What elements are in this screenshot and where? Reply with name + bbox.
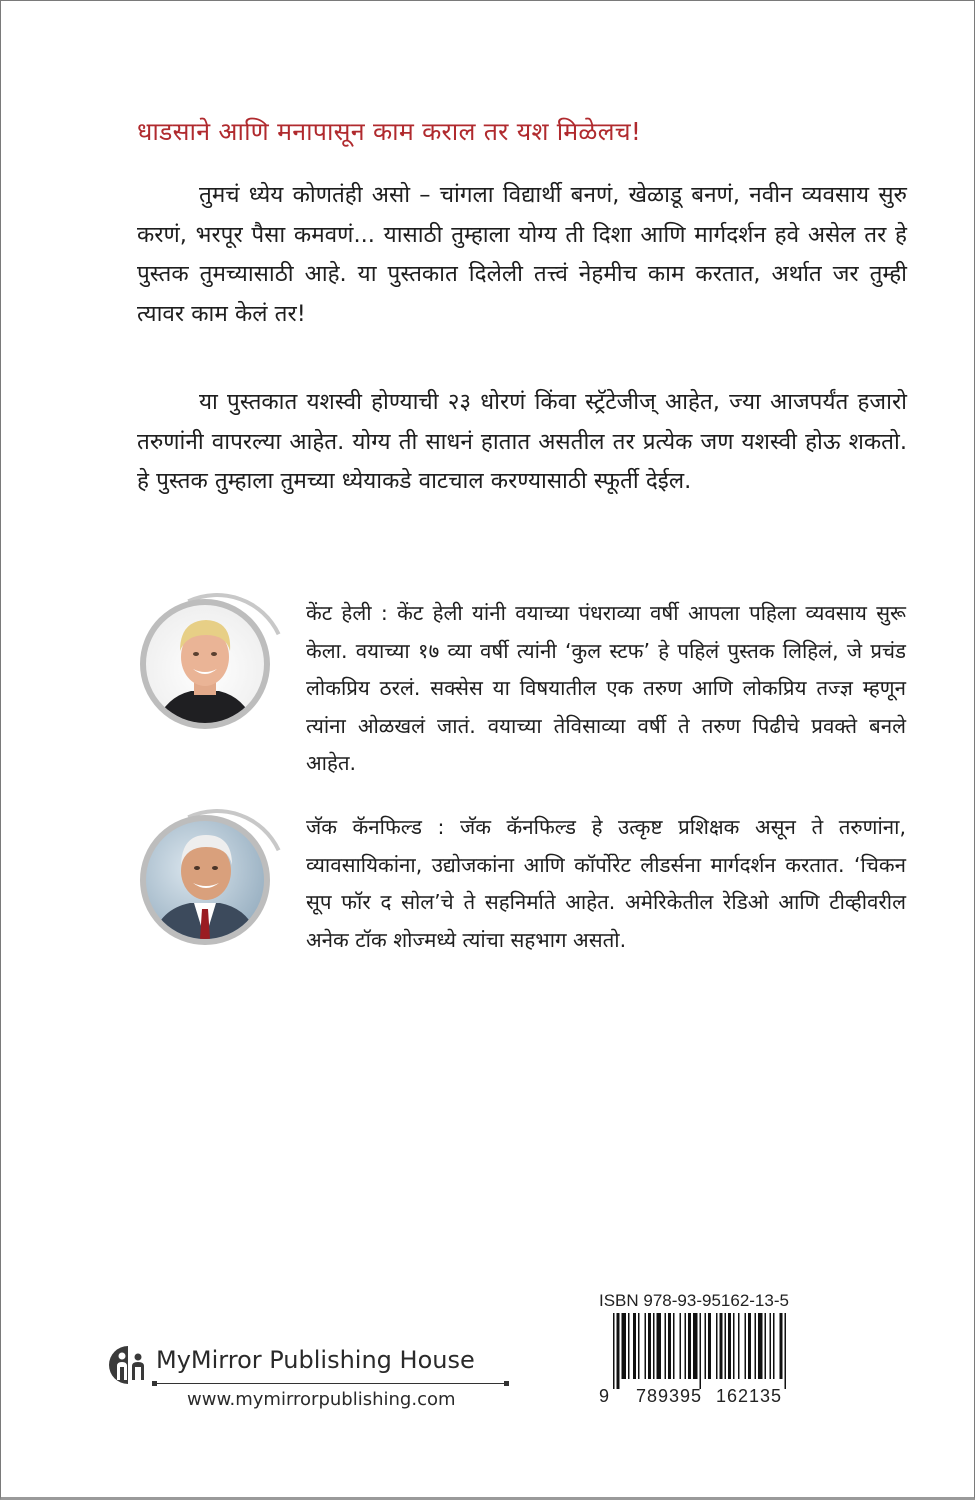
publisher-logo-icon <box>108 1344 148 1386</box>
barcode-bar <box>755 1313 757 1379</box>
barcode-bar <box>745 1313 747 1379</box>
publisher-url: www.mymirrorpublishing.com <box>187 1389 456 1410</box>
publisher-divider <box>154 1383 506 1384</box>
author-bio-jack-canfield <box>306 809 906 959</box>
barcode-digits-left: 789395 <box>636 1386 703 1406</box>
barcode-bar <box>765 1313 767 1379</box>
barcode-bar <box>685 1313 687 1379</box>
isbn-label: ISBN 978-93-95162-13-5 <box>599 1291 789 1310</box>
author-bio-kent-healy <box>306 595 906 783</box>
barcode-digit-first: 9 <box>599 1386 610 1406</box>
barcode-bar <box>725 1313 727 1379</box>
barcode-bar <box>738 1313 740 1379</box>
divider-endpoint <box>504 1381 509 1386</box>
barcode-bar <box>728 1313 731 1379</box>
barcode-bar <box>780 1313 783 1379</box>
barcode-bar <box>645 1313 647 1379</box>
publisher-name: MyMirror Publishing House <box>156 1346 475 1374</box>
barcode-bar <box>613 1313 615 1389</box>
blurb-paragraph-2-text: या पुस्तकात यशस्वी होण्याची २३ धोरणं किंवा स्ट्रॅटेजीज् आहेत, ज्या आजपर्यंत हजारो तरुणांनी वापरल्या आहेत. योग्य ती साधनं हातात असतील तर प्रत्येक जण यशस्वी होऊ शकतो. हे पुस्तक तुम्हाला तुमच्या ध्येयाकडे वाटचाल करण्यासाठी स्फूर्ती देईल. <box>137 389 907 494</box>
barcode-bar <box>653 1313 655 1379</box>
barcode-bar <box>700 1313 702 1389</box>
blurb-paragraph-2 <box>137 383 907 502</box>
barcode-bar <box>673 1313 675 1379</box>
divider-endpoint <box>152 1381 157 1386</box>
barcode-bar <box>638 1313 640 1379</box>
author-photo-jack-canfield <box>140 815 270 945</box>
author-bio-text: केंट हेली यांनी वयाच्या पंधराव्या वर्षी आपला पहिला व्यवसाय सुरू केला. वयाच्या १७ व्या वर्षी त्यांनी ‘कुल स्टफ’ हे पहिलं पुस्तक लिहिलं, जे प्रचंड लोकप्रिय ठरलं. सक्सेस या विषयातील एक तरुण आणि लोकप्रिय तज्ज्ञ म्हणून त्यांना ओळखलं जातं. वयाच्या तेविसाव्या वर्षी ते तरुण पिढीचे प्रवक्ते बनले आहेत. <box>306 601 906 775</box>
barcode-bar <box>665 1313 667 1379</box>
portrait-illustration <box>146 605 264 723</box>
isbn-barcode <box>611 1313 791 1389</box>
author-bio-text: जॅक कॅनफिल्ड हे उत्कृष्ट प्रशिक्षक असून ते तरुणांना, व्यावसायिकांना, उद्योजकांना आणि कॉर्पोरेट लीडर्सना मार्गदर्शन करतात. ‘चिकन सूप फॉर द सोल’चे ते सहनिर्माते आहेत. अमेरिकेतील रेडिओ आणि टीव्हीवरील अनेक टॉक शोज्मध्ये त्यांचा सहभाग असतो. <box>306 815 906 952</box>
barcode-bar <box>733 1313 735 1379</box>
barcode-bar <box>758 1313 763 1379</box>
barcode-bar <box>705 1313 707 1379</box>
barcode-bar <box>773 1313 775 1379</box>
barcode-bar <box>633 1313 636 1379</box>
author-name: केंट हेली : <box>306 601 388 625</box>
author-photo-kent-healy <box>140 599 270 729</box>
barcode-bar <box>628 1313 630 1379</box>
barcode-bar <box>693 1313 698 1379</box>
blurb-paragraph-1-text: तुमचं ध्येय कोणतंही असो – चांगला विद्यार्थी बनणं, खेळाडू बनणं, नवीन व्यवसाय सुरु करणं, भरपूर पैसा कमवणं... यासाठी तुम्हाला योग्य ती दिशा आणि मार्गदर्शन हवे असेल तर हे पुस्तक तुमच्यासाठी आहे. या पुस्तकात दिलेली तत्त्वं नेहमीच काम करतात, अर्थात जर तुम्ही त्यावर काम केलं तर! <box>137 182 907 327</box>
barcode-bar <box>668 1313 671 1379</box>
blurb-paragraph-1 <box>137 176 907 334</box>
barcode-bar <box>622 1313 627 1379</box>
barcode-digits-right: 162135 <box>716 1386 783 1406</box>
barcode-bar <box>708 1313 711 1379</box>
barcode-bar <box>657 1313 662 1379</box>
barcode-bar <box>617 1313 620 1389</box>
barcode-bar <box>770 1313 772 1379</box>
cover-heading: धाडसाने आणि मनापासून काम कराल तर यश मिळेलच! <box>137 117 642 146</box>
portrait-illustration <box>146 821 264 939</box>
barcode-bar <box>785 1313 787 1389</box>
author-name: जॅक कॅनफिल्ड : <box>306 815 445 839</box>
barcode-bar <box>680 1313 682 1379</box>
barcode-bar <box>716 1313 718 1379</box>
barcode-bar <box>720 1313 723 1379</box>
barcode-bar <box>688 1313 691 1379</box>
barcode-bar <box>748 1313 751 1379</box>
barcode-bar <box>648 1313 651 1379</box>
